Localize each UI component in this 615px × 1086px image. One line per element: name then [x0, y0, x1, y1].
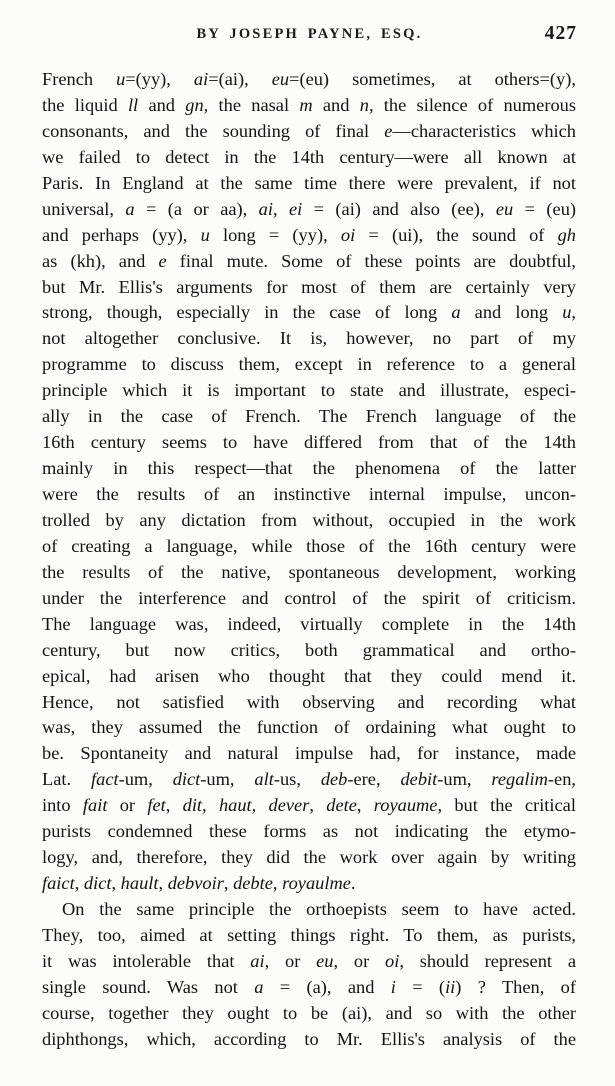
- italic-text: a: [254, 976, 264, 997]
- text-line: [42, 93, 576, 119]
- roman-text: principle which it is important to state and illustrate, especi-: [42, 380, 576, 401]
- text-line: [42, 197, 576, 223]
- roman-text: ,: [309, 795, 327, 816]
- roman-text: were the results of an instinctive internal impulse, uncon-: [42, 484, 576, 504]
- roman-text: mainly in this respect—that the phenomena of the latter: [42, 458, 576, 479]
- text-line: [42, 1027, 576, 1053]
- text-line: [42, 560, 576, 586]
- roman-text: not altogether conclusive. It is, however, no part of my: [42, 328, 576, 349]
- italic-text: ei: [288, 198, 303, 219]
- roman-text: The language was, indeed, virtually complete in the 14th: [42, 613, 576, 634]
- roman-text: century, but now critics, both grammatical and ortho-: [42, 639, 576, 660]
- italic-text: alt: [254, 769, 274, 790]
- roman-text: ,: [111, 873, 121, 894]
- italic-text: regalim: [491, 769, 548, 790]
- text-line: [42, 352, 576, 378]
- roman-text: = (ai) and also (ee),: [302, 198, 496, 219]
- roman-text: we failed to detect in the 14th century—were all known at: [42, 146, 576, 167]
- italic-text: royaulme: [282, 873, 351, 894]
- roman-text: , should represent a: [399, 950, 576, 971]
- roman-text: or: [107, 795, 148, 816]
- text-line: [42, 612, 576, 638]
- italic-text: haut: [218, 795, 252, 816]
- text-line: [42, 508, 576, 534]
- roman-text: , or: [333, 950, 386, 971]
- text-line: [42, 482, 576, 508]
- italic-text: u: [200, 224, 210, 245]
- text-line: [42, 638, 576, 664]
- italic-text: u: [116, 69, 126, 89]
- italic-text: fact: [91, 769, 119, 790]
- text-line: [42, 404, 576, 430]
- italic-text: i: [390, 976, 396, 997]
- roman-text: They, too, aimed at setting things right. To them, as purists,: [42, 924, 576, 945]
- text-line: [42, 456, 576, 482]
- roman-text: ,: [74, 873, 84, 894]
- text-line: [42, 949, 576, 975]
- roman-text: single sound. Was not: [42, 976, 255, 997]
- roman-text: ,: [251, 795, 269, 816]
- italic-text: fait: [82, 795, 108, 816]
- text-line: [42, 741, 576, 767]
- italic-text: eu: [271, 69, 290, 89]
- roman-text: -ere,: [347, 769, 401, 790]
- roman-text: =(ai),: [208, 69, 272, 89]
- roman-text: = (eu): [513, 198, 577, 219]
- roman-text: =(eu) sometimes, at others=(y),: [289, 69, 576, 89]
- roman-text: , the nasal: [203, 94, 300, 115]
- paragraph: [42, 897, 576, 1053]
- roman-text: purists condemned these forms as not indicating the etymo-: [42, 821, 576, 842]
- text-line: [42, 664, 576, 690]
- roman-text: ,: [158, 873, 168, 894]
- italic-text: e: [158, 250, 167, 271]
- italic-text: u: [562, 302, 572, 323]
- italic-text: oi: [340, 224, 356, 245]
- text-line: [42, 1001, 576, 1027]
- roman-text: = (: [395, 976, 446, 997]
- roman-text: final mute. Some of these points are doubtful,: [166, 250, 576, 271]
- roman-text: ,: [272, 873, 283, 894]
- italic-text: gn: [185, 94, 204, 115]
- text-line: [42, 975, 576, 1001]
- italic-text: deb: [320, 769, 348, 790]
- italic-text: dete: [326, 795, 357, 816]
- roman-text: , the silence of numerous: [368, 94, 577, 115]
- roman-text: strong, though, especially in the case of long: [42, 302, 452, 323]
- text-line: [42, 378, 576, 404]
- roman-text: long = (yy),: [209, 224, 341, 245]
- italic-text: ll: [127, 94, 139, 115]
- text-line: [42, 819, 576, 845]
- roman-text: , or: [264, 950, 317, 971]
- text-line: [42, 430, 576, 456]
- roman-text: into: [42, 795, 83, 816]
- text-line: [42, 586, 576, 612]
- roman-text: .: [350, 873, 356, 894]
- roman-text: diphthongs, which, according to Mr. Ellis's analysis of the: [42, 1028, 576, 1049]
- italic-text: ai: [193, 69, 209, 89]
- roman-text: -um,: [200, 769, 255, 790]
- roman-text: = (ui), the sound of: [355, 224, 558, 245]
- running-header: [42, 23, 577, 48]
- italic-text: debit: [400, 769, 438, 790]
- text-line: [42, 223, 576, 249]
- italic-text: debte: [233, 873, 273, 894]
- text-line: [42, 67, 576, 93]
- roman-text: -um,: [437, 769, 492, 790]
- roman-text: it was intolerable that: [42, 950, 251, 971]
- roman-text: course, together they ought to be (ai), and so with the other: [42, 1002, 576, 1023]
- roman-text: ally in the case of French. The French language of the: [42, 406, 576, 427]
- italic-text: eu: [495, 198, 514, 219]
- roman-text: = (a or aa),: [134, 198, 259, 219]
- italic-text: royaume: [373, 795, 438, 816]
- roman-text: programme to discuss them, except in reference to a general: [42, 354, 576, 375]
- italic-text: fet: [147, 795, 166, 816]
- roman-text: be. Spontaneity and natural impulse had, for instance, made: [42, 743, 576, 764]
- roman-text: 16th century seems to have differed from that of the 14th: [42, 432, 576, 453]
- text-line: [42, 326, 576, 352]
- italic-text: gh: [557, 224, 576, 245]
- italic-text: n: [359, 94, 369, 115]
- italic-text: oi: [385, 950, 400, 971]
- roman-text: was, they assumed the function of ordaining what ought to: [42, 717, 576, 738]
- roman-text: —characteristics which: [392, 120, 577, 141]
- roman-text: logy, and, therefore, they did the work over again by writing: [42, 847, 576, 868]
- text-line: [42, 897, 576, 923]
- roman-text: -en,: [547, 769, 576, 790]
- roman-text: but Mr. Ellis's arguments for most of them are certainly very: [42, 276, 576, 297]
- text-line: [42, 275, 576, 301]
- italic-text: dit: [182, 795, 203, 816]
- roman-text: ) ? Then, of: [455, 976, 576, 997]
- roman-text: ,: [571, 302, 577, 323]
- italic-text: ai: [250, 950, 265, 971]
- text-line: [42, 871, 576, 897]
- roman-text: ,: [165, 795, 183, 816]
- roman-text: -um,: [118, 769, 173, 790]
- roman-text: = (a), and: [263, 976, 391, 997]
- roman-text: trolled by any dictation from without, occupied in the work: [42, 509, 576, 530]
- page-number: 427: [544, 23, 577, 44]
- roman-text: and: [138, 94, 186, 115]
- roman-text: ,: [202, 795, 219, 816]
- roman-text: the results of the native, spontaneous development, working: [42, 561, 576, 582]
- running-header-title: BY JOSEPH PAYNE, ESQ.: [196, 26, 423, 42]
- roman-text: Hence, not satisfied with observing and recording what: [42, 691, 576, 712]
- roman-text: consonants, and the sounding of final: [42, 120, 385, 141]
- text-line: [42, 923, 576, 949]
- roman-text: as (kh), and: [42, 250, 159, 271]
- text-line: [42, 145, 576, 171]
- roman-text: and long: [460, 302, 563, 323]
- text-line: [42, 534, 576, 560]
- roman-text: ,: [223, 873, 234, 894]
- italic-text: eu: [316, 950, 334, 971]
- text-line: [42, 715, 576, 741]
- text-line: [42, 845, 576, 871]
- roman-text: =(yy),: [125, 69, 194, 89]
- page-text: [42, 67, 576, 1053]
- italic-text: a: [451, 302, 461, 323]
- paragraph: [42, 67, 576, 897]
- text-line: [42, 119, 576, 145]
- roman-text: , but the critical: [437, 795, 576, 816]
- roman-text: universal,: [42, 198, 126, 219]
- roman-text: Paris. In England at the same time there were prevalent, if not: [42, 172, 576, 193]
- roman-text: -us,: [273, 769, 321, 790]
- italic-text: e: [384, 120, 393, 141]
- text-line: [42, 300, 576, 326]
- roman-text: of creating a language, while those of the 16th century were: [42, 535, 576, 556]
- italic-text: dever: [268, 795, 310, 816]
- text-line: [42, 690, 576, 716]
- roman-text: ,: [356, 795, 374, 816]
- roman-text: epical, had arisen who thought that they could mend it.: [42, 665, 576, 686]
- italic-text: debvoir: [167, 873, 224, 894]
- text-line: [42, 171, 576, 197]
- roman-text: and perhaps (yy),: [42, 224, 201, 245]
- text-line: [42, 793, 576, 819]
- italic-text: ii: [445, 976, 456, 997]
- roman-text: under the interference and control of the spirit of criticism.: [42, 587, 576, 608]
- italic-text: dict: [83, 873, 112, 894]
- text-line: [42, 767, 576, 793]
- roman-text: and: [312, 94, 360, 115]
- italic-text: faict: [42, 873, 75, 894]
- roman-text: French: [42, 69, 117, 89]
- roman-text: Lat.: [42, 769, 92, 790]
- text-line: [42, 249, 576, 275]
- italic-text: ai: [258, 198, 273, 219]
- italic-text: dict: [172, 769, 201, 790]
- roman-text: On the same principle the orthoepists seem to have acted.: [62, 899, 576, 919]
- italic-text: hault: [120, 873, 159, 894]
- roman-text: ,: [272, 198, 289, 219]
- italic-text: m: [299, 94, 313, 115]
- roman-text: the liquid: [42, 94, 128, 115]
- italic-text: a: [125, 198, 135, 219]
